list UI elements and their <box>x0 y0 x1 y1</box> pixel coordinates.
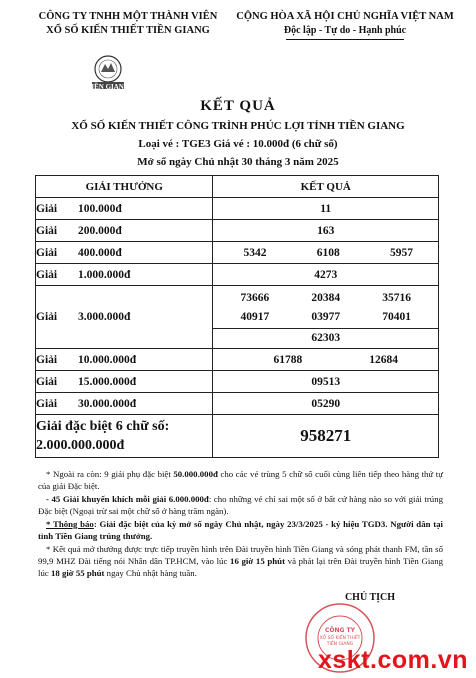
prize-number: 5342 <box>243 246 267 259</box>
svg-text:TIỀN GIANG: TIỀN GIANG <box>326 642 354 647</box>
national-motto: Độc lập - Tự do - Hạnh phúc <box>283 25 407 36</box>
page-title: KẾT QUẢ <box>200 98 276 114</box>
prize-number: 61788 <box>273 353 303 366</box>
svg-text:XỔ SỐ KIẾN THIẾT: XỔ SỐ KIẾN THIẾT <box>319 636 361 641</box>
company-name-line2: XỔ SỐ KIẾN THIẾT TIỀN GIANG <box>46 25 210 36</box>
prize-number: 5957 <box>389 246 413 259</box>
table-header-row <box>36 176 439 198</box>
prize-number: 62303 <box>213 328 438 347</box>
company-name-line1: CÔNG TY TNHH MỘT THÀNH VIÊN <box>38 11 218 22</box>
table-row <box>36 264 439 286</box>
prize-number: 20384 <box>311 292 341 304</box>
prize-amount: 200.000đ <box>78 224 122 237</box>
note-broadcast: * Kết quả mở thưởng được trực tiếp truyền hình trên Đài truyền hình Tiền Giang và sóng phát thanh FM, tần số 99,9 MHZ Đài tiếng nói Nhân dân TP.HCM, vào lúc 16 giờ 15 phút và phát lại trên Đài truyền hình Tiền Giang lúc 18 giờ 55 phút ngay Chủ nhật hàng tuần. <box>38 544 443 578</box>
table-row <box>36 286 439 349</box>
prize-amount: 15.000.000đ <box>78 375 137 388</box>
special-prize-label: Giải đặc biệt 6 chữ số: <box>36 419 170 434</box>
col-header-prize: GIẢI THƯỞNG <box>36 176 213 198</box>
prize-amount: 30.000.000đ <box>78 397 137 410</box>
national-header <box>225 10 465 40</box>
prize-number: 35716 <box>382 292 411 304</box>
prize-number: 163 <box>213 220 439 242</box>
prize-word: Giải <box>36 375 58 388</box>
table-row <box>36 220 439 242</box>
prize-word: Giải <box>36 224 58 237</box>
prize-number: 03977 <box>311 311 341 323</box>
table-row <box>36 371 439 393</box>
special-prize-row <box>36 415 439 458</box>
prize-number: 11 <box>213 198 439 220</box>
prize-amount: 1.000.000đ <box>78 268 131 281</box>
prize-number: 40917 <box>240 311 270 323</box>
prize-number: 4273 <box>213 264 439 286</box>
notes-section <box>38 468 443 580</box>
prize-word: Giải <box>36 246 58 259</box>
table-row <box>36 349 439 371</box>
prize-word: Giải <box>36 397 58 410</box>
prize-word: Giải <box>36 202 58 215</box>
lottery-subtitle: XỔ SỐ KIẾN THIẾT CÔNG TRÌNH PHÚC LỢI TỈNH TIỀN GIANG <box>71 120 405 132</box>
draw-date: Mở số ngày Chủ nhật 30 tháng 3 năm 2025 <box>137 156 339 168</box>
prize-amount: 10.000.000đ <box>78 353 137 366</box>
table-row <box>36 393 439 415</box>
note-consolation: * Ngoài ra còn: 9 giải phụ đặc biệt 50.000.000đ cho các vé trùng 5 chữ số cuối cùng liên tiếp theo hàng thứ tự của giải Đặc biệt. <box>38 469 443 491</box>
prize-amount: 400.000đ <box>78 246 122 259</box>
col-header-result: KẾT QUẢ <box>213 176 439 198</box>
prize-number: 05290 <box>213 393 439 415</box>
prize-amount: 3.000.000đ <box>78 311 131 323</box>
prize-number: 09513 <box>213 371 439 393</box>
logo-caption: TIỀN GIANG <box>86 83 130 91</box>
table-row <box>36 242 439 264</box>
company-header <box>28 10 228 38</box>
results-table <box>35 175 439 458</box>
site-watermark: xskt.com.vn <box>318 646 469 674</box>
prize-word: Giải <box>36 268 58 281</box>
special-prize-amount: 2.000.000.000đ <box>36 438 125 453</box>
prize-number: 12684 <box>369 353 398 366</box>
prize-number: 70401 <box>382 311 411 323</box>
note-encouragement: - 45 Giải khuyến khích mỗi giải 6.000.000đ: cho những vé chỉ sai một số ở bất cứ hàng nào so với giải trúng Đặc biệt (Ngoại trừ sai một chữ số ở hàng trăm ngàn). <box>38 494 443 516</box>
special-prize-number: 958271 <box>213 415 439 458</box>
prize-number: 6108 <box>316 246 340 259</box>
ticket-info: Loại vé : TGE3 Giá vé : 10.000đ (6 chữ số) <box>138 138 338 150</box>
motto-underline <box>286 39 404 40</box>
prize-word: Giải <box>36 311 58 323</box>
note-announcement: * Thông báo: Giải đặc biệt của kỳ mở số ngày Chủ nhật, ngày 23/3/2025 - ký hiệu TGD3. Người dân tại tỉnh Tiền Giang trúng thưởng. <box>38 519 443 541</box>
table-row <box>36 198 439 220</box>
national-title: CỘNG HÒA XÃ HỘI CHỦ NGHĨA VIỆT NAM <box>236 11 454 22</box>
prize-number: 73666 <box>240 292 270 304</box>
prize-amount: 100.000đ <box>78 202 122 215</box>
svg-text:CÔNG TY: CÔNG TY <box>325 627 355 634</box>
signature-title: CHỦ TỊCH <box>344 592 396 603</box>
prize-word: Giải <box>36 353 58 366</box>
